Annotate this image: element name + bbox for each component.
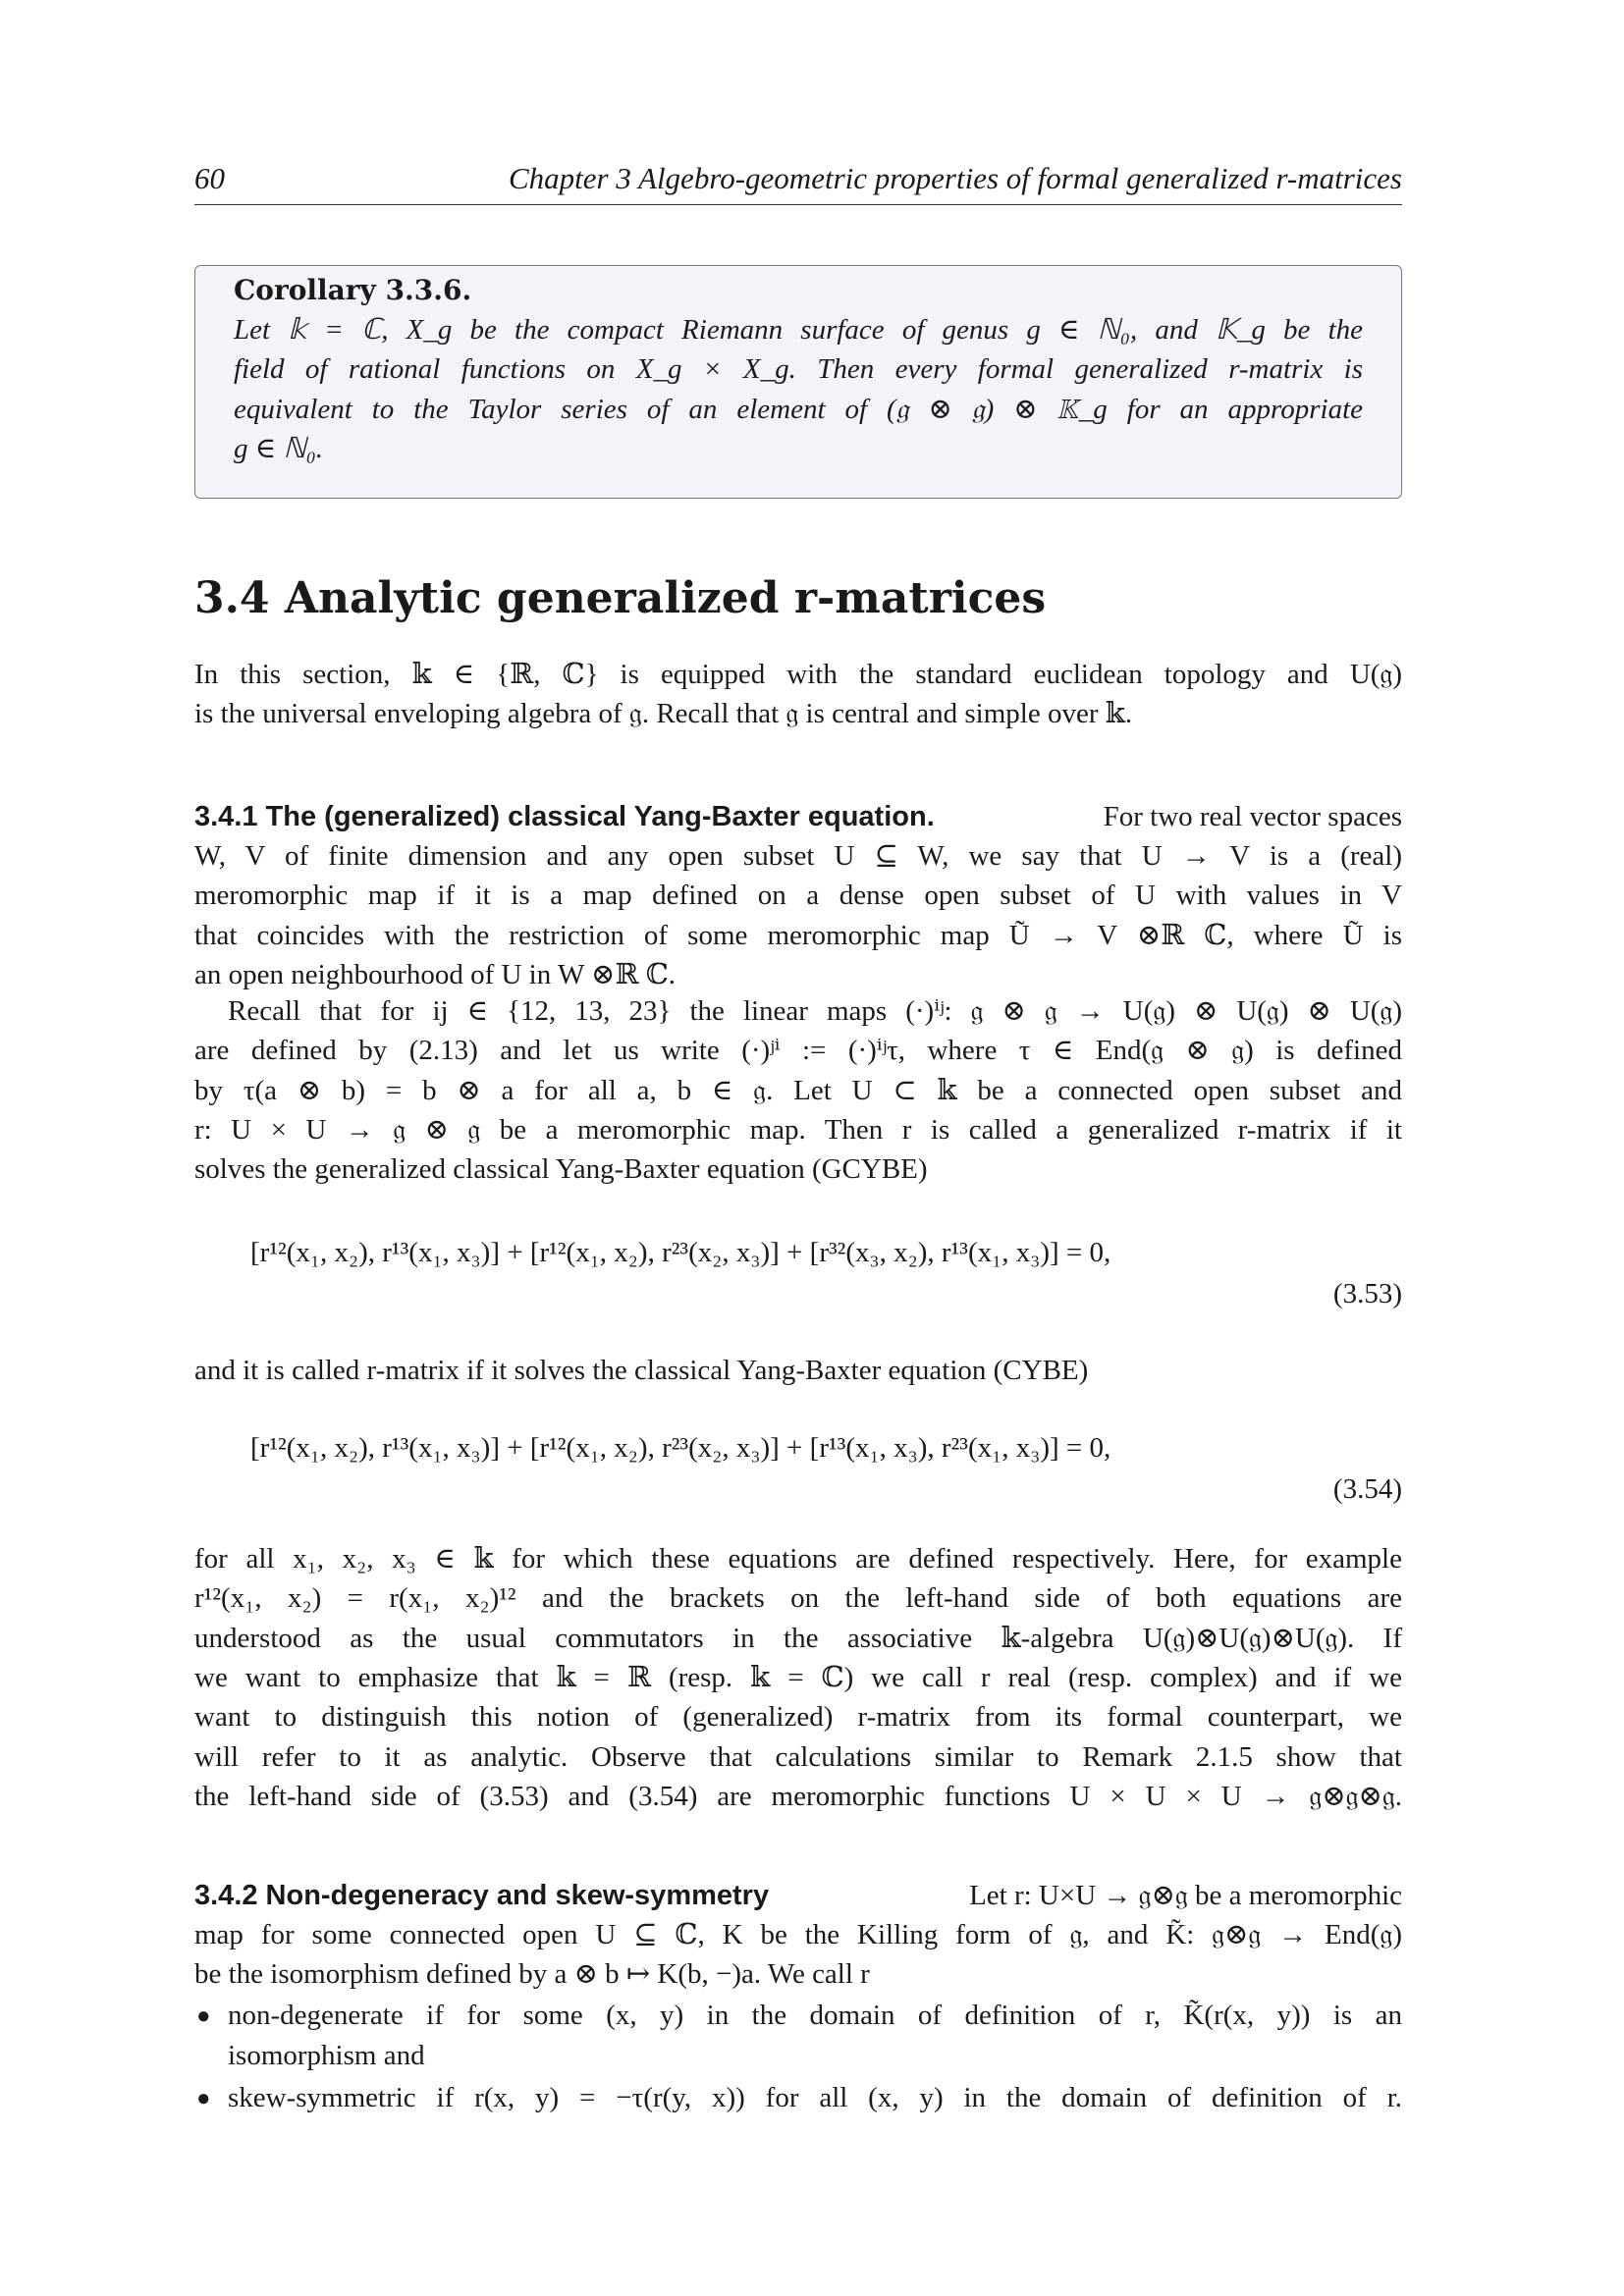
equation-number: (3.53) — [1332, 1278, 1402, 1309]
text-line: the left-hand side of (3.53) and (3.54) are meromorphic functions U × U × U → 𝔤⊗𝔤⊗𝔤. — [194, 1780, 1402, 1812]
text-line: r¹²(x₁, x₂) = r(x₁, x₂)¹² and the brackets on the left-hand side of both equations are — [194, 1582, 1402, 1615]
running-header — [194, 157, 1402, 205]
text-line: map for some connected open U ⊆ ℂ, K be the Killing form of 𝔤, and K̃: 𝔤⊗𝔤 → End(𝔤) — [194, 1919, 1402, 1950]
subsection-heading-3-4-1: 3.4.1 The (generalized) classical Yang-Baxter equation. — [194, 801, 935, 832]
bullet-item-line: skew-symmetric if r(x, y) = −τ(r(y, x)) for all (x, y) in the domain of definition of r. — [228, 2082, 1402, 2113]
bullet-item-line: isomorphism and — [228, 2040, 425, 2071]
text-line: and it is called r-matrix if it solves the classical Yang-Baxter equation (CYBE) — [194, 1355, 1089, 1386]
chapter-title: Chapter 3 Algebro-geometric properties of formal generalized r-matrices — [508, 161, 1402, 195]
text-line: Let r: U×U → 𝔤⊗𝔤 be a meromorphic — [969, 1880, 1402, 1911]
text-line: For two real vector spaces — [1103, 801, 1402, 832]
section-title: 3.4 Analytic generalized r-matrices — [194, 573, 1047, 623]
text-line: Recall that for ij ∈ {12, 13, 23} the linear maps (·)ⁱʲ: 𝔤 ⊗ 𝔤 → U(𝔤) ⊗ U(𝔤) ⊗ U(𝔤) — [228, 995, 1402, 1027]
text-line: solves the generalized classical Yang-Baxter equation (GCYBE) — [194, 1153, 928, 1186]
text-line: understood as the usual commutators in the associative 𝕜-algebra U(𝔤)⊗U(𝔤)⊗U(𝔤). If — [194, 1622, 1402, 1654]
bullet-icon: ● — [196, 2086, 211, 2111]
subsection-heading-3-4-2: 3.4.2 Non-degeneracy and skew-symmetry — [194, 1880, 770, 1911]
text-line: will refer to it as analytic. Observe that calculations similar to Remark 2.1.5 show that — [194, 1740, 1402, 1773]
text-line: Let 𝕜 = ℂ, X_g be the compact Riemann surface of genus g ∈ ℕ₀, and 𝕂_g be the — [234, 314, 1363, 346]
equation-cybe: [r¹²(x₁, x₂), r¹³(x₁, x₃)] + [r¹²(x₁, x₂), r²³(x₂, x₃)] + [r¹³(x₁, x₃), r²³(x₁, x₃)] = 0, — [250, 1432, 1111, 1464]
subsection-3-4-2-first-line — [194, 1876, 1402, 1915]
equation-gcybe: [r¹²(x₁, x₂), r¹³(x₁, x₃)] + [r¹²(x₁, x₂), r²³(x₂, x₃)] + [r³²(x₃, x₂), r¹³(x₁, x₃)] = 0, — [250, 1237, 1111, 1268]
subsection-3-4-1-first-line — [194, 797, 1402, 836]
text-line: for all x₁, x₂, x₃ ∈ 𝕜 for which these equations are defined respectively. Here, for example — [194, 1543, 1402, 1575]
text-line: is the universal enveloping algebra of 𝔤. Recall that 𝔤 is central and simple over 𝕜. — [194, 698, 1133, 730]
text-line: field of rational functions on X_g × X_g. Then every formal generalized r-matrix is — [234, 353, 1363, 386]
text-line: that coincides with the restriction of some meromorphic map Ũ → V ⊗ℝ ℂ, where Ũ is — [194, 919, 1402, 951]
text-line: by τ(a ⊗ b) = b ⊗ a for all a, b ∈ 𝔤. Let U ⊂ 𝕜 be a connected open subset and — [194, 1074, 1402, 1106]
corollary-title: Corollary 3.3.6. — [234, 274, 472, 306]
text-line: W, V of finite dimension and any open subset U ⊆ W, we say that U → V is a (real) — [194, 840, 1402, 872]
text-line: g ∈ ℕ₀. — [234, 432, 324, 464]
text-line: an open neighbourhood of U in W ⊗ℝ ℂ. — [194, 958, 677, 990]
bullet-icon: ● — [196, 2003, 211, 2029]
text-line: In this section, 𝕜 ∈ {ℝ, ℂ} is equipped with the standard euclidean topology and U(𝔤) — [194, 659, 1402, 690]
bullet-item-line: non-degenerate if for some (x, y) in the domain of definition of r, K̃(r(x, y)) is an — [228, 2000, 1402, 2031]
page-number: 60 — [194, 161, 225, 195]
text-line: meromorphic map if it is a map defined on a dense open subset of U with values in V — [194, 880, 1402, 912]
text-line: r: U × U → 𝔤 ⊗ 𝔤 be a meromorphic map. Then r is called a generalized r-matrix if it — [194, 1113, 1402, 1146]
text-line: we want to emphasize that 𝕜 = ℝ (resp. 𝕜 = ℂ) we call r real (resp. complex) and if we — [194, 1661, 1402, 1693]
equation-number: (3.54) — [1332, 1473, 1402, 1505]
text-line: equivalent to the Taylor series of an element of (𝔤 ⊗ 𝔤) ⊗ 𝕂_g for an appropriate — [234, 393, 1363, 425]
text-line: be the isomorphism defined by a ⊗ b ↦ K(b, −)a. We call r — [194, 1958, 870, 1991]
text-line: are defined by (2.13) and let us write (·)ʲⁱ := (·)ⁱʲτ, where τ ∈ End(𝔤 ⊗ 𝔤) is defined — [194, 1035, 1402, 1067]
text-line: want to distinguish this notion of (generalized) r-matrix from its formal counterpart, we — [194, 1701, 1402, 1734]
